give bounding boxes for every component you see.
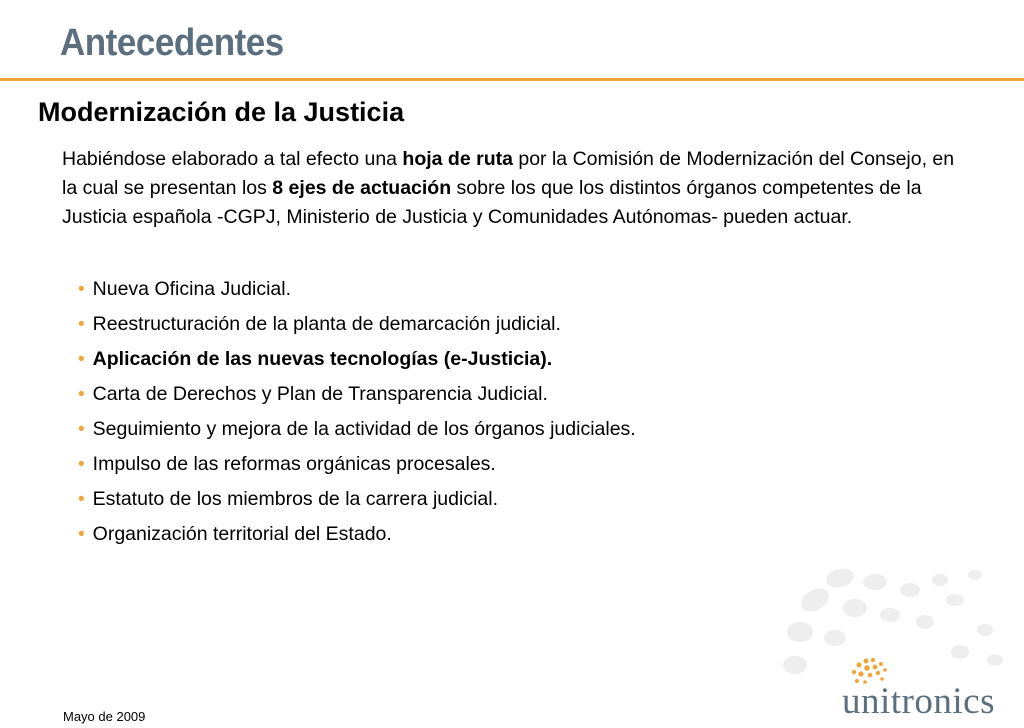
list-item <box>78 377 636 412</box>
intro-text-3: sobre los que los distintos órganos competentes de la Justicia española -CGPJ, Ministerio de Justicia y Comunidades Autónomas- pueden actuar. <box>62 177 922 228</box>
bullet-icon: • <box>78 454 85 475</box>
list-item-text: Seguimiento y mejora de la actividad de los órganos judiciales. <box>92 418 636 440</box>
slide-title: Antecedentes <box>60 22 284 64</box>
bullet-icon: • <box>78 314 85 335</box>
bullet-icon: • <box>78 524 85 545</box>
list-item-text: Nueva Oficina Judicial. <box>92 278 291 300</box>
list-item-text: Estatuto de los miembros de la carrera judicial. <box>92 488 499 510</box>
list-item-text: Reestructuración de la planta de demarcación judicial. <box>92 313 561 335</box>
title-divider <box>0 78 1024 81</box>
section-subtitle: Modernización de la Justicia <box>38 97 405 127</box>
axes-bullet-list <box>78 272 636 552</box>
list-item-text: Impulso de las reformas orgánicas procesales. <box>92 453 496 475</box>
list-item <box>78 447 636 482</box>
list-item <box>78 412 636 447</box>
footer-date: Mayo de 2009 <box>63 709 146 724</box>
list-item-text: Aplicación de las nuevas tecnologías (e-Justicia). <box>92 348 553 370</box>
bullet-icon: • <box>78 349 85 370</box>
list-item <box>78 482 636 517</box>
list-item <box>78 342 636 377</box>
intro-paragraph <box>62 145 962 232</box>
intro-text-1: Habiéndose elaborado a tal efecto una <box>62 148 403 170</box>
list-item <box>78 307 636 342</box>
intro-bold-roadmap: hoja de ruta <box>402 148 513 170</box>
list-item <box>78 272 636 307</box>
bullet-icon: • <box>78 419 85 440</box>
list-item <box>78 517 636 552</box>
bullet-icon: • <box>78 489 85 510</box>
intro-text-2: por la Comisión de Modernización del Consejo, en la cual se presentan los <box>62 148 955 199</box>
bullet-icon: • <box>78 384 85 405</box>
list-item-text: Organización territorial del Estado. <box>92 523 392 545</box>
intro-bold-axes: 8 ejes de actuación <box>272 177 452 199</box>
unitronics-logo-text: unitronics <box>842 681 995 722</box>
list-item-text: Carta de Derechos y Plan de Transparencia Judicial. <box>92 383 548 405</box>
bullet-icon: • <box>78 279 85 300</box>
